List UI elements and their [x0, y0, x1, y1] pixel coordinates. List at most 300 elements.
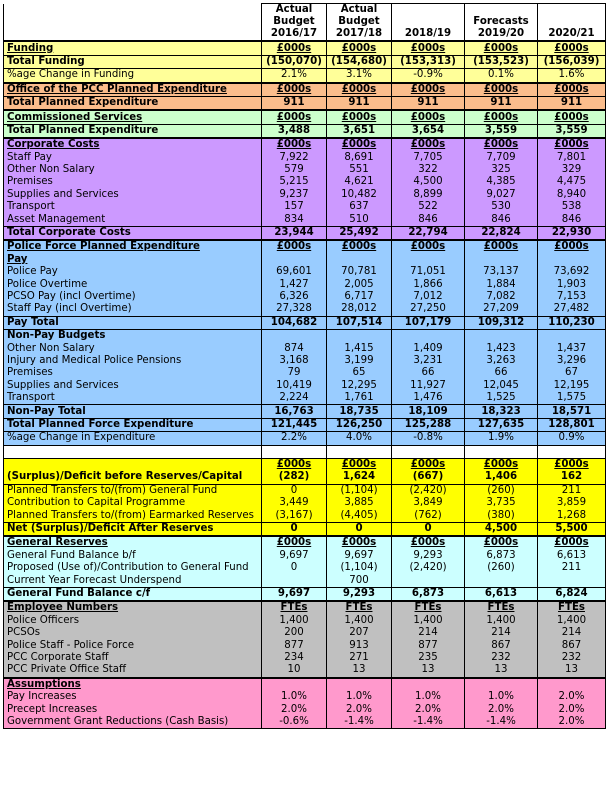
cell-value: 6,873 — [392, 587, 465, 601]
table-row — [4, 664, 606, 677]
year-2019-20: 2019/20 — [465, 28, 538, 41]
row-label: %age Change in Funding — [4, 69, 262, 83]
cell-value: 1,400 — [392, 615, 465, 627]
year-2017-18: 2017/18 — [327, 28, 392, 41]
cell-value: £000s — [262, 536, 327, 549]
cell-value: 329 — [538, 164, 606, 176]
cell-value: 127,635 — [465, 418, 538, 431]
row-label: Planned Transfers to/(from) General Fund — [4, 484, 262, 497]
cell-value: 1,903 — [538, 278, 606, 290]
cell-value: 867 — [538, 639, 606, 651]
table-row — [4, 703, 606, 715]
cell-value: 18,735 — [327, 405, 392, 418]
cell-value: -1.4% — [465, 716, 538, 729]
cell-value: 4,475 — [538, 176, 606, 188]
cell-value: 0 — [262, 484, 327, 497]
cell-value: 7,709 — [465, 152, 538, 164]
cell-value: 10 — [262, 664, 327, 677]
cell-value: 834 — [262, 213, 327, 226]
row-label: Net (Surplus)/Deficit After Reserves — [4, 522, 262, 536]
cell-value: 109,312 — [465, 316, 538, 329]
header-actual-label: Actual — [340, 4, 378, 15]
cell-value: 1,575 — [538, 392, 606, 405]
cell-value: £000s — [262, 110, 327, 124]
cell-value: 700 — [327, 574, 392, 587]
cell-value: 4.0% — [327, 432, 392, 445]
table-row — [4, 587, 606, 601]
cell-value: 3.1% — [327, 69, 392, 83]
cell-value — [327, 329, 392, 342]
cell-value: 911 — [538, 96, 606, 110]
table-row — [4, 678, 606, 691]
row-label: Asset Management — [4, 213, 262, 226]
cell-value: 510 — [327, 213, 392, 226]
row-label: Corporate Costs — [4, 138, 262, 151]
cell-value: £000s — [392, 458, 465, 471]
cell-value: -0.9% — [392, 69, 465, 83]
cell-value: 3,449 — [262, 497, 327, 509]
table-row — [4, 342, 606, 354]
cell-value: 4,385 — [465, 176, 538, 188]
table-row — [4, 83, 606, 97]
cell-value: 66 — [465, 367, 538, 379]
cell-value: 637 — [327, 201, 392, 213]
cell-value: £000s — [465, 138, 538, 151]
cell-value: 9,697 — [327, 550, 392, 562]
row-label: Police Staff - Police Force — [4, 639, 262, 651]
table-row — [4, 152, 606, 164]
cell-value: 846 — [538, 213, 606, 226]
cell-value: 211 — [538, 562, 606, 574]
row-label: PCSO Pay (incl Overtime) — [4, 291, 262, 303]
row-label: Pay Increases — [4, 691, 262, 703]
cell-value: £000s — [538, 536, 606, 549]
cell-value: 13 — [465, 664, 538, 677]
cell-value: 1,761 — [327, 392, 392, 405]
row-label: Police Overtime — [4, 278, 262, 290]
cell-value: 1.0% — [465, 691, 538, 703]
row-label: Precept Increases — [4, 703, 262, 715]
cell-value: 214 — [392, 627, 465, 639]
cell-value: 7,801 — [538, 152, 606, 164]
cell-value: 27,250 — [392, 303, 465, 316]
row-label: Government Grant Reductions (Cash Basis) — [4, 716, 262, 729]
header-budget-label: Budget — [273, 16, 315, 27]
row-label: PCC Corporate Staff — [4, 652, 262, 664]
row-label: %age Change in Expenditure — [4, 432, 262, 445]
cell-value: 13 — [327, 664, 392, 677]
row-label: Funding — [4, 41, 262, 55]
cell-value: (260) — [465, 484, 538, 497]
cell-value: 2.1% — [262, 69, 327, 83]
cell-value: 7,082 — [465, 291, 538, 303]
cell-value: 7,705 — [392, 152, 465, 164]
cell-value: 1,400 — [465, 615, 538, 627]
header-blank — [4, 4, 262, 29]
cell-value: 2.2% — [262, 432, 327, 445]
cell-value: 12,195 — [538, 380, 606, 392]
header-col-2017-18 — [327, 4, 392, 29]
row-label: PCC Private Office Staff — [4, 664, 262, 677]
cell-value: 6,326 — [262, 291, 327, 303]
cell-value: 107,514 — [327, 316, 392, 329]
header-actual-label: Actual — [275, 4, 313, 15]
cell-value: 1.0% — [262, 691, 327, 703]
row-label: General Fund Balance b/f — [4, 550, 262, 562]
cell-value: -1.4% — [392, 716, 465, 729]
table-row — [4, 124, 606, 138]
cell-value: 214 — [465, 627, 538, 639]
cell-value — [538, 254, 606, 266]
table-row — [4, 201, 606, 213]
table-row — [4, 254, 606, 266]
cell-value: (2,420) — [392, 562, 465, 574]
row-label — [4, 445, 262, 458]
cell-value: -1.4% — [327, 716, 392, 729]
table-row — [4, 189, 606, 201]
cell-value — [538, 574, 606, 587]
table-row — [4, 380, 606, 392]
row-label: Other Non Salary — [4, 342, 262, 354]
cell-value: £000s — [465, 458, 538, 471]
cell-value: 200 — [262, 627, 327, 639]
cell-value: £000s — [465, 41, 538, 55]
table-row — [4, 562, 606, 574]
table-row — [4, 522, 606, 536]
cell-value: 874 — [262, 342, 327, 354]
table-row — [4, 458, 606, 471]
cell-value: (1,104) — [327, 562, 392, 574]
cell-value: 10,419 — [262, 380, 327, 392]
table-row — [4, 316, 606, 329]
cell-value: 1,268 — [538, 509, 606, 522]
row-label: Supplies and Services — [4, 380, 262, 392]
table-row — [4, 445, 606, 458]
cell-value: 3,849 — [392, 497, 465, 509]
table-row — [4, 432, 606, 445]
cell-value: 162 — [538, 471, 606, 484]
cell-value: 3,296 — [538, 355, 606, 367]
cell-value — [538, 329, 606, 342]
cell-value: 7,153 — [538, 291, 606, 303]
cell-value — [392, 329, 465, 342]
row-label: Employee Numbers — [4, 601, 262, 614]
cell-value — [262, 254, 327, 266]
cell-value: 125,288 — [392, 418, 465, 431]
cell-value: £000s — [538, 138, 606, 151]
cell-value: 9,237 — [262, 189, 327, 201]
table-row — [4, 226, 606, 240]
cell-value: 2.0% — [538, 703, 606, 715]
row-label: Non-Pay Budgets — [4, 329, 262, 342]
cell-value: 232 — [538, 652, 606, 664]
cell-value: 1,415 — [327, 342, 392, 354]
table-row — [4, 639, 606, 651]
cell-value: 2.0% — [465, 703, 538, 715]
table-row — [4, 405, 606, 418]
table-row — [4, 110, 606, 124]
cell-value: £000s — [465, 110, 538, 124]
cell-value: 3,559 — [465, 124, 538, 138]
table-row — [4, 418, 606, 431]
cell-value: 4,500 — [465, 522, 538, 536]
cell-value: 1,400 — [262, 615, 327, 627]
row-label: Supplies and Services — [4, 189, 262, 201]
cell-value: 877 — [392, 639, 465, 651]
cell-value: 6,717 — [327, 291, 392, 303]
cell-value: 0 — [327, 522, 392, 536]
cell-value — [465, 445, 538, 458]
cell-value: (260) — [465, 562, 538, 574]
cell-value: (154,680) — [327, 55, 392, 68]
cell-value — [465, 329, 538, 342]
cell-value — [392, 574, 465, 587]
cell-value: 1.9% — [465, 432, 538, 445]
cell-value: 0 — [262, 562, 327, 574]
cell-value: 579 — [262, 164, 327, 176]
cell-value: 232 — [465, 652, 538, 664]
cell-value: 8,899 — [392, 189, 465, 201]
cell-value: FTEs — [262, 601, 327, 614]
cell-value: 4,621 — [327, 176, 392, 188]
cell-value: 28,012 — [327, 303, 392, 316]
cell-value: 522 — [392, 201, 465, 213]
cell-value: 1,406 — [465, 471, 538, 484]
table-row — [4, 355, 606, 367]
cell-value: 23,944 — [262, 226, 327, 240]
cell-value: £000s — [392, 83, 465, 97]
row-label: Staff Pay — [4, 152, 262, 164]
cell-value: 22,930 — [538, 226, 606, 240]
cell-value: 3,559 — [538, 124, 606, 138]
cell-value: 0 — [392, 522, 465, 536]
table-row — [4, 69, 606, 83]
cell-value: £000s — [327, 458, 392, 471]
cell-value: 1,409 — [392, 342, 465, 354]
cell-value: 70,781 — [327, 266, 392, 278]
table-row — [4, 392, 606, 405]
row-label: Pay Total — [4, 316, 262, 329]
cell-value: 3,199 — [327, 355, 392, 367]
cell-value: 2.0% — [327, 703, 392, 715]
table-row — [4, 55, 606, 68]
row-label: (Surplus)/Deficit before Reserves/Capital — [4, 471, 262, 484]
cell-value — [392, 445, 465, 458]
cell-value — [465, 254, 538, 266]
cell-value: FTEs — [327, 601, 392, 614]
cell-value: 1,884 — [465, 278, 538, 290]
forecasts-label: Forecasts — [473, 16, 529, 27]
cell-value: 126,250 — [327, 418, 392, 431]
cell-value: 2.0% — [538, 691, 606, 703]
cell-value: (156,039) — [538, 55, 606, 68]
cell-value: 3,488 — [262, 124, 327, 138]
year-2020-21: 2020/21 — [538, 28, 606, 41]
cell-value: 911 — [392, 96, 465, 110]
cell-value: £000s — [538, 240, 606, 253]
cell-value: 1,400 — [538, 615, 606, 627]
cell-value: £000s — [262, 41, 327, 55]
cell-value: FTEs — [538, 601, 606, 614]
cell-value: 12,045 — [465, 380, 538, 392]
cell-value: 3,735 — [465, 497, 538, 509]
cell-value: 1,624 — [327, 471, 392, 484]
cell-value: (2,420) — [392, 484, 465, 497]
table-row — [4, 266, 606, 278]
table-row — [4, 550, 606, 562]
cell-value: 551 — [327, 164, 392, 176]
budget-spreadsheet — [3, 3, 606, 729]
cell-value: 9,697 — [262, 550, 327, 562]
cell-value: 73,692 — [538, 266, 606, 278]
cell-value: £000s — [262, 240, 327, 253]
cell-value: 104,682 — [262, 316, 327, 329]
cell-value: 2,005 — [327, 278, 392, 290]
cell-value: 6,824 — [538, 587, 606, 601]
table-row — [4, 509, 606, 522]
cell-value: £000s — [538, 458, 606, 471]
cell-value: 235 — [392, 652, 465, 664]
cell-value: £000s — [465, 240, 538, 253]
header-col-2016-17 — [262, 4, 327, 29]
cell-value: £000s — [538, 110, 606, 124]
table-row — [4, 367, 606, 379]
cell-value: (153,523) — [465, 55, 538, 68]
row-label: Total Corporate Costs — [4, 226, 262, 240]
cell-value: FTEs — [392, 601, 465, 614]
row-label: PCSOs — [4, 627, 262, 639]
cell-value: 1.6% — [538, 69, 606, 83]
cell-value: 1,866 — [392, 278, 465, 290]
table-row — [4, 497, 606, 509]
cell-value: £000s — [392, 138, 465, 151]
cell-value: 11,927 — [392, 380, 465, 392]
cell-value: 538 — [538, 201, 606, 213]
table-row — [4, 615, 606, 627]
cell-value: 18,323 — [465, 405, 538, 418]
cell-value: 3,885 — [327, 497, 392, 509]
cell-value: £000s — [392, 536, 465, 549]
header-col-2020-21 — [538, 4, 606, 29]
cell-value: 1,423 — [465, 342, 538, 354]
cell-value — [465, 574, 538, 587]
cell-value: 4,500 — [392, 176, 465, 188]
row-label — [4, 458, 262, 471]
cell-value: 3,651 — [327, 124, 392, 138]
table-row — [4, 652, 606, 664]
cell-value: (667) — [392, 471, 465, 484]
cell-value: 8,691 — [327, 152, 392, 164]
cell-value: (3,167) — [262, 509, 327, 522]
cell-value: 9,697 — [262, 587, 327, 601]
row-label: Premises — [4, 176, 262, 188]
row-label: Contribution to Capital Programme — [4, 497, 262, 509]
cell-value: £000s — [327, 240, 392, 253]
row-label: Total Planned Force Expenditure — [4, 418, 262, 431]
cell-value: (1,104) — [327, 484, 392, 497]
table-row — [4, 627, 606, 639]
cell-value: 73,137 — [465, 266, 538, 278]
table-row — [4, 213, 606, 226]
table-row — [4, 716, 606, 729]
header-forecasts — [465, 4, 538, 29]
cell-value: 22,794 — [392, 226, 465, 240]
cell-value: 877 — [262, 639, 327, 651]
cell-value: £000s — [538, 41, 606, 55]
table-row — [4, 278, 606, 290]
header-budget-label: Budget — [338, 16, 380, 27]
header-blank — [4, 28, 262, 41]
cell-value: 25,492 — [327, 226, 392, 240]
cell-value: 79 — [262, 367, 327, 379]
cell-value: 8,940 — [538, 189, 606, 201]
cell-value: 214 — [538, 627, 606, 639]
table-row — [4, 96, 606, 110]
cell-value: £000s — [465, 83, 538, 97]
cell-value: 3,231 — [392, 355, 465, 367]
cell-value: 913 — [327, 639, 392, 651]
cell-value: 67 — [538, 367, 606, 379]
cell-value: 5,500 — [538, 522, 606, 536]
cell-value: 2.0% — [538, 716, 606, 729]
cell-value: £000s — [327, 138, 392, 151]
cell-value: 911 — [327, 96, 392, 110]
cell-value: 16,763 — [262, 405, 327, 418]
cell-value: 69,601 — [262, 266, 327, 278]
cell-value — [262, 678, 327, 691]
cell-value: 66 — [392, 367, 465, 379]
cell-value: 1,437 — [538, 342, 606, 354]
year-2016-17: 2016/17 — [262, 28, 327, 41]
cell-value: 128,801 — [538, 418, 606, 431]
cell-value: 911 — [465, 96, 538, 110]
cell-value: 12,295 — [327, 380, 392, 392]
cell-value: 0 — [262, 522, 327, 536]
cell-value: £000s — [538, 83, 606, 97]
cell-value: FTEs — [465, 601, 538, 614]
row-label: Assumptions — [4, 678, 262, 691]
cell-value: £000s — [392, 41, 465, 55]
cell-value: 846 — [392, 213, 465, 226]
cell-value: £000s — [327, 83, 392, 97]
cell-value: £000s — [392, 110, 465, 124]
table-row — [4, 691, 606, 703]
table-row — [4, 240, 606, 253]
row-label: Transport — [4, 392, 262, 405]
cell-value: £000s — [465, 536, 538, 549]
table-row — [4, 574, 606, 587]
cell-value: 157 — [262, 201, 327, 213]
cell-value: 107,179 — [392, 316, 465, 329]
table-row — [4, 41, 606, 55]
cell-value: 9,293 — [327, 587, 392, 601]
cell-value: 10,482 — [327, 189, 392, 201]
table-row — [4, 601, 606, 614]
row-label: Other Non Salary — [4, 164, 262, 176]
cell-value: (153,313) — [392, 55, 465, 68]
cell-value: 27,482 — [538, 303, 606, 316]
cell-value: 27,209 — [465, 303, 538, 316]
cell-value: £000s — [327, 41, 392, 55]
table-row — [4, 329, 606, 342]
cell-value: 7,922 — [262, 152, 327, 164]
row-label: Non-Pay Total — [4, 405, 262, 418]
cell-value: 1,427 — [262, 278, 327, 290]
cell-value: -0.8% — [392, 432, 465, 445]
cell-value: (762) — [392, 509, 465, 522]
cell-value: £000s — [327, 110, 392, 124]
cell-value — [262, 445, 327, 458]
